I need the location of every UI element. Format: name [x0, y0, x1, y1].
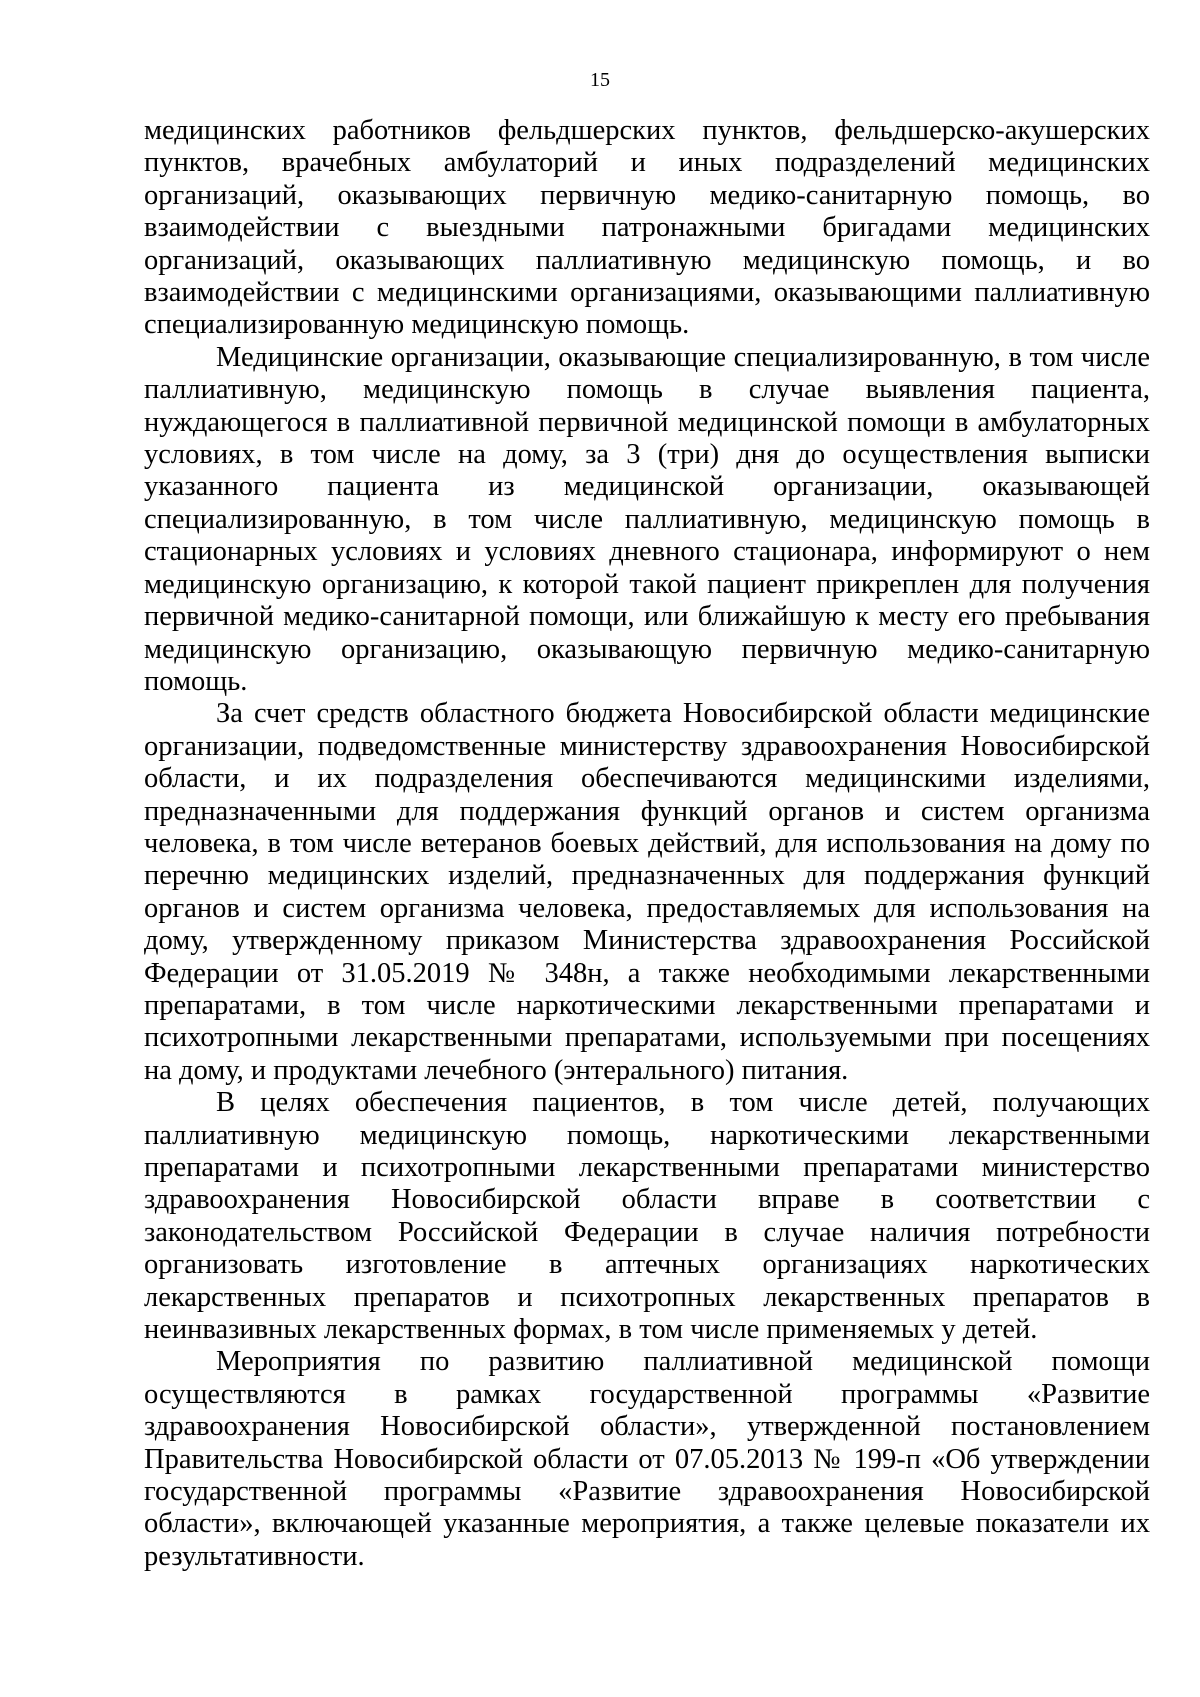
- paragraph-continuation: медицинских работников фельдшерских пунктов, фельдшерско-акушерских пунктов, врачебных амбулаторий и иных подразделений медицинских организаций, оказывающих первичную медико-санитарную помощь, во взаимодействии с выездными патронажными бригадами медицинских организаций, оказывающих паллиативную медицинскую помощь, и во взаимодействии с медицинскими организациями, оказывающими паллиативную специализированную медицинскую помощь.: [144, 115, 1150, 341]
- paragraph: Медицинские организации, оказывающие специализированную, в том числе паллиативную, медицинскую помощь в случае выявления пациента, нуждающегося в паллиативной первичной медицинской помощи в амбулаторных условиях, в том числе на дому, за 3 (три) дня до осуществления выписки указанного пациента из медицинской организации, оказывающей специализированную, в том числе паллиативную, медицинскую помощь в стационарных условиях и условиях дневного стационара, информируют о нем медицинскую организацию, к которой такой пациент прикреплен для получения первичной медико-санитарной помощи, или ближайшую к месту его пребывания медицинскую организацию, оказывающую первичную медико-санитарную помощь.: [144, 341, 1150, 697]
- paragraph: В целях обеспечения пациентов, в том числе детей, получающих паллиативную медицинскую помощь, наркотическими лекарственными препаратами и психотропными лекарственными препаратами министерство здравоохранения Новосибирской области вправе в соответствии с законодательством Российской Федерации в случае наличия потребности организовать изготовление в аптечных организациях наркотических лекарственных препаратов и психотропных лекарственных препаратов в неинвазивных лекарственных формах, в том числе применяемых у детей.: [144, 1087, 1150, 1346]
- paragraph: Мероприятия по развитию паллиативной медицинской помощи осуществляются в рамках государственной программы «Развитие здравоохранения Новосибирской области», утвержденной постановлением Правительства Новосибирской области от 07.05.2013 № 199-п «Об утверждении государственной программы «Развитие здравоохранения Новосибирской области», включающей указанные мероприятия, а также целевые показатели их результативности.: [144, 1346, 1150, 1572]
- document-body: [144, 115, 1150, 1573]
- page-number: 15: [590, 69, 610, 91]
- paragraph: За счет средств областного бюджета Новосибирской области медицинские организации, подведомственные министерству здравоохранения Новосибирской области, и их подразделения обеспечиваются медицинскими изделиями, предназначенными для поддержания функций органов и систем организма человека, в том числе ветеранов боевых действий, для использования на дому по перечню медицинских изделий, предназначенных для поддержания функций органов и систем организма человека, предоставляемых для использования на дому, утвержденному приказом Министерства здравоохранения Российской Федерации от 31.05.2019 № 348н, а также необходимыми лекарственными препаратами, в том числе наркотическими лекарственными препаратами и психотропными лекарственными препаратами, используемыми при посещениях на дому, и продуктами лечебного (энтерального) питания.: [144, 698, 1150, 1086]
